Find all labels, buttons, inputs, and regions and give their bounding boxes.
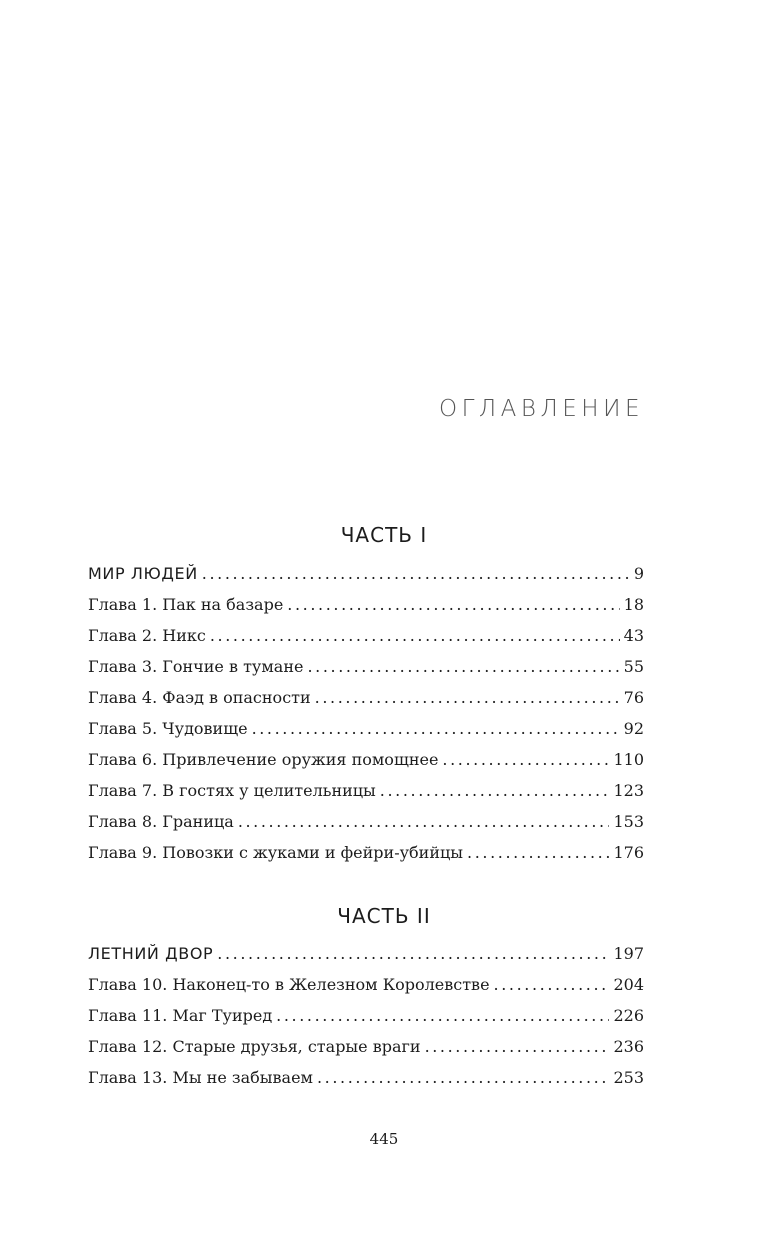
toc-entry-label: Глава 3. Гончие в тумане: [88, 657, 304, 676]
toc-entry-label: Глава 1. Пак на базаре: [88, 595, 284, 614]
toc-entry-page: 253: [613, 1068, 644, 1087]
toc-entry-label: Глава 9. Повозки с жуками и фейри-убийцы: [88, 843, 464, 862]
part-1-toc-list: [88, 564, 644, 874]
dot-leader: [494, 975, 610, 994]
toc-entry-page: 153: [613, 812, 644, 831]
toc-heading: ОГЛАВЛЕНИЕ: [438, 396, 644, 422]
toc-entry-label: Глава 8. Граница: [88, 812, 234, 831]
toc-entry-page: 236: [613, 1037, 644, 1056]
toc-entry-label: Глава 11. Маг Туиред: [88, 1006, 273, 1025]
toc-entry-label: ЛЕТНИЙ ДВОР: [88, 944, 214, 963]
part-1-title: ЧАСТЬ I: [340, 523, 428, 547]
dot-leader: [210, 626, 620, 645]
toc-entry-page: 176: [613, 843, 644, 862]
dot-leader: [287, 595, 619, 614]
toc-entry-part-1-section[interactable]: [88, 564, 644, 595]
toc-entry-label: Глава 10. Наконец-то в Железном Королевстве: [88, 975, 490, 994]
toc-entry-page: 197: [613, 944, 644, 963]
toc-entry-page: 9: [633, 564, 644, 583]
toc-entry-page: 204: [613, 975, 644, 994]
toc-entry-chapter-12[interactable]: [88, 1037, 644, 1068]
toc-entry-page: 43: [623, 626, 644, 645]
toc-entry-chapter-4[interactable]: [88, 688, 644, 719]
toc-entry-page: 76: [623, 688, 644, 707]
dot-leader: [202, 564, 630, 583]
toc-entry-page: 226: [613, 1006, 644, 1025]
toc-entry-page: 123: [613, 781, 644, 800]
toc-entry-chapter-6[interactable]: [88, 750, 644, 781]
toc-entry-label: Глава 5. Чудовище: [88, 719, 248, 738]
toc-entry-label: Глава 6. Привлечение оружия помощнее: [88, 750, 439, 769]
toc-entry-label: Глава 12. Старые друзья, старые враги: [88, 1037, 421, 1056]
toc-entry-page: 110: [613, 750, 644, 769]
part-2-toc-list: [88, 944, 644, 1099]
dot-leader: [276, 1006, 609, 1025]
dot-leader: [380, 781, 610, 800]
toc-entry-page: 92: [623, 719, 644, 738]
toc-entry-chapter-11[interactable]: [88, 1006, 644, 1037]
toc-entry-label: Глава 7. В гостях у целительницы: [88, 781, 376, 800]
part-2-title: ЧАСТЬ II: [337, 904, 431, 928]
toc-entry-chapter-1[interactable]: [88, 595, 644, 626]
toc-entry-chapter-7[interactable]: [88, 781, 644, 812]
dot-leader: [252, 719, 620, 738]
dot-leader: [467, 843, 609, 862]
toc-entry-label: Глава 4. Фаэд в опасности: [88, 688, 311, 707]
toc-entry-part-2-section[interactable]: [88, 944, 644, 975]
toc-entry-chapter-2[interactable]: [88, 626, 644, 657]
toc-entry-label: Глава 2. Никс: [88, 626, 206, 645]
dot-leader: [217, 944, 609, 963]
toc-entry-chapter-3[interactable]: [88, 657, 644, 688]
page-number: 445: [369, 1130, 399, 1148]
dot-leader: [238, 812, 610, 831]
dot-leader: [315, 688, 620, 707]
toc-entry-page: 55: [623, 657, 644, 676]
toc-entry-label: Глава 13. Мы не забываем: [88, 1068, 313, 1087]
dot-leader: [442, 750, 609, 769]
dot-leader: [317, 1068, 609, 1087]
toc-entry-label: МИР ЛЮДЕЙ: [88, 564, 198, 583]
dot-leader: [307, 657, 619, 676]
toc-entry-chapter-13[interactable]: [88, 1068, 644, 1099]
toc-entry-chapter-8[interactable]: [88, 812, 644, 843]
toc-entry-chapter-10[interactable]: [88, 975, 644, 1006]
toc-entry-chapter-9[interactable]: [88, 843, 644, 874]
toc-entry-chapter-5[interactable]: [88, 719, 644, 750]
dot-leader: [425, 1037, 610, 1056]
toc-entry-page: 18: [623, 595, 644, 614]
